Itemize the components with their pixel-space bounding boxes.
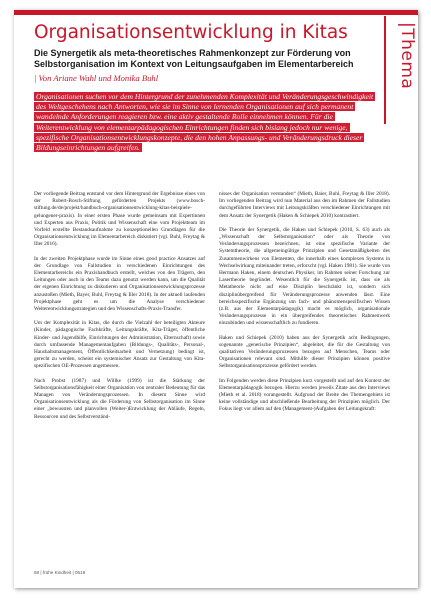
page-footer: 58 | frühe Kindheit | 0519	[34, 570, 86, 575]
body-paragraph: Der vorliegende Beitrag entstand vor dem Hintergrund der Ergebnisse eines von der Robert-Bosch-Stiftung geförderten Projekts (www.bosch-stiftung.de/de/projekt/handbuch-organisationsentwicklung-kitas-beispiele-gelungener-praxis). In einer ersten Phase wurde gemeinsam mit Expertinnen und Experten aus Praxis, Politik und Wissenschaft eine vom Projektteam im Vorfeld erstellte Bestandsaufnahme zu konzeptionellen Grundlagen für die Organisationsentwicklung im Elementarbereich diskutiert (vgl. Buhl, Freytag & Iller 2016).	[34, 191, 205, 248]
rubric-rule	[384, 16, 386, 124]
body-paragraph: Nach Probst (1987) und Willke (1999) ist die Stärkung der Selbstorganisationsfähigkeit einer Organisation von zentraler Bedeutung für das Managen von Veränderungsprozessen. In diesem Sinne wird Organisationsentwicklung als die Förderung von Selbstorganisation im Sinne einer „bewussten und planvollen (Weiter-)Entwicklung der Abläufe, Regeln, Ressourcen und des Selbstverständ-	[34, 377, 205, 420]
magazine-page	[14, 10, 418, 588]
article-title: Organisationsentwicklung in Kitas	[34, 22, 348, 43]
body-paragraph: Im Folgenden werden diese Prinzipien kurz vorgestellt und auf den Kontext der Elementarpädagogik bezogen. Hierzu werden jeweils Zitate aus den Interviews (Mieth et al. 2018) vorangestellt. Aufgrund der Breite des Themengebiets ist keine vollständige und abschließende Bearbeitung der Prinzipien möglich. Der Fokus liegt vor allem auf den (Management-)Aufgaben der Leitungskraft:	[219, 377, 390, 413]
article-subtitle: Die Synergetik als meta-theoretisches Rahmenkonzept zur Förderung von Selbstorganisation im Kontext von Leitungsaufgaben im Elementarbereich	[34, 48, 354, 69]
body-paragraph: Haken und Schiepek (2010) haben aus der Synergetik acht Bedingungen, sogenannte „generische Prinzipien“, abgeleitet, die für die Gestaltung von qualitativen Veränderungsprozessen bezogen auf Menschen, Teams oder Organisationen relevant sind. Mithilfe dieser Prinzipien können positive Selbstorganisationsprozesse gefördert werden.	[219, 334, 390, 370]
body-paragraph: Die Theorie der Synergetik, die Haken und Schiepek (2010, S. 63) auch als „Wissenschaft der Selbstorganisation“ oder als Theorie von Veränderungsprozessen bezeichnen, ist eine spezifische Variante der Systemtheorie, die allgemeingültige Prinzipien und Gesetzmäßigkeiten des Zusammenwirkens von Elementen, die innerhalb eines komplexen Systems in Wechselwirkung miteinander treten, erforscht (vgl. Haken 1981). Sie wurde von Hermann Haken, einem deutschen Physiker, im Rahmen seiner Forschung zur Lasertheorie begründet. Wesentlich für die Synergetik ist, dass sie als Metatheorie nicht auf eine Disziplin beschränkt ist, sondern sich disziplinübergreifend für Veränderungsprozesse anwenden lässt. Eine bereichsspezifische Ergänzung um fach- und phänomenspezifischen Wissen (z.B. aus der Elementarpädagogik) macht es möglich, organisationale Veränderungsprozesse in ein übergreifendes theoretisches Rahmenwerk einzubinden und wissenschaftlich zu fundieren.	[219, 226, 390, 327]
body-paragraph: nisses der Organisation verstanden“ (Mieth, Baier, Buhl, Freytag & Iller 2018). Im vorliegenden Beitrag wird nun Material aus den im Rahmen der Fallstudien durchgeführten Interviews mit Leitungskräften verschiedener Einrichtungen mit dem Ansatz der Synergetik (Haken & Schiepek 2010) kontrastiert.	[219, 191, 390, 219]
body-column-right	[219, 191, 390, 561]
article-lead	[34, 92, 379, 153]
body-column-left	[34, 191, 205, 561]
body-paragraph: Um der Komplexität in Kitas, die durch die Vielzahl der beteiligten Akteure (Kinder, pädagogische Fachkräfte, Leitungskräfte, Kita-Träger, öffentliche Kinder- und Jugendhilfe, Einrichtungen der Administration, Elternschaft) sowie durch umfassende Managementaufgaben (Bildungs-, Qualitäts-, Personal-, Haushaltsmanagement, Öffentlichkeitsarbeit und Vernetzung) bedingt ist, gerecht zu werden, scheint ein systemischer Ansatz zur Gestaltung von Kita-spezifischen OE-Prozessen angemessen.	[34, 320, 205, 370]
lead-text: Organisationen suchen vor dem Hintergrund der zunehmenden Komplexität und Veränderungsgeschwindigkeit des Weltgeschehens nach Antworten, wie sie im Sinne von lernenden Organisationen auf sich permanent wandelnde Anforderungen reagieren bzw. eine aktiv gestaltende Rolle einnehmen können. Für die Weiterentwicklung von elementarpädagogischen Einrichtungen finden sich bislang jedoch nur wenige, spezifische Organisationsentwicklungskonzepte, die den hohen Anpassungs- und Veränderungsdruck dieser Bildungseinrichtungen aufgreifen.	[36, 92, 374, 153]
body-paragraph: In der zweiten Projektphase wurde im Sinne eines good practice Ansatzes auf der Grundlage von Fallstudien in verschiedenen Einrichtungen des Elementarbereichs ein Praxishandbuch erstellt, welches von den Trägern, den Leitungen oder auch in den Teams dazu genutzt werden kann, um die Qualität der eigenen Einrichtung zu diskutieren und Organisationsentwicklungsprozesse anzustoßen (Mieth, Bayer, Buhl, Freytag & Iller 2018). In der aktuell laufenden Projektphase geht es um die Analyse verschiedener Weiterentwicklungsstrategien und den Wissenschafts-Praxis-Transfer.	[34, 255, 205, 313]
top-accent-bar	[14, 10, 418, 15]
article-authors: | Von Ariane Wahl und Monika Buhl	[34, 73, 159, 83]
body-columns	[34, 191, 390, 561]
section-rubric: |Thema	[397, 22, 417, 90]
